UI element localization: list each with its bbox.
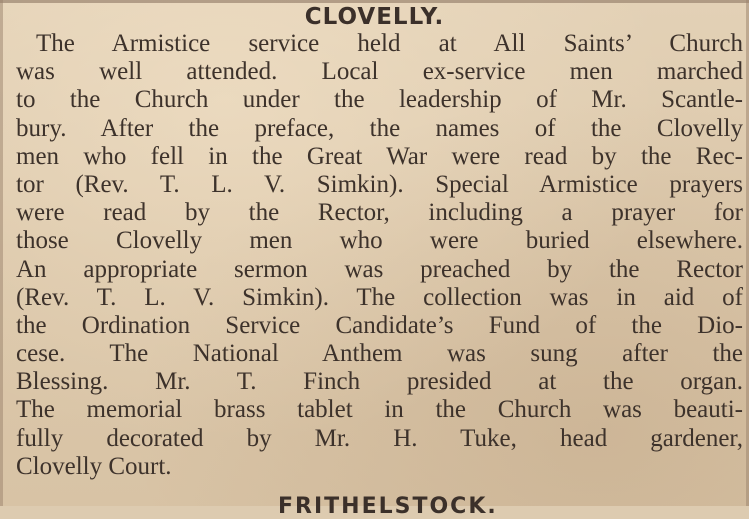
article-line: The memorial brass tablet in the Church was beauti-	[16, 396, 743, 424]
article-line: cese. The National Anthem was sung after the	[16, 340, 743, 368]
article-line: Blessing. Mr. T. Finch presided at the organ.	[16, 368, 743, 396]
article-line: fully decorated by Mr. H. Tuke, head gardener,	[16, 424, 743, 452]
article-line: The Armistice service held at All Saints’ Church	[36, 30, 743, 57]
article-line: were read by the Rector, including a prayer for	[16, 199, 743, 227]
article-body	[0, 30, 749, 481]
article-line: was well attended. Local ex-service men marched	[16, 58, 743, 86]
article-line: the Ordination Service Candidate’s Fund of the Dio-	[16, 311, 743, 339]
article-line: bury. After the preface, the names of the Clovelly	[16, 114, 743, 142]
next-article-headline: FRITHELSTOCK.	[278, 494, 498, 519]
article-line: tor (Rev. T. L. V. Simkin). Special Armistice prayers	[16, 170, 743, 198]
article-line: Clovelly Court.	[16, 452, 172, 480]
article-line: An appropriate sermon was preached by the Rector	[16, 255, 743, 283]
article-line: to the Church under the leadership of Mr. Scantle-	[16, 86, 743, 114]
article-line: those Clovelly men who were buried elsewhere.	[16, 227, 743, 255]
article-headline: CLOVELLY.	[304, 4, 445, 30]
article-line: men who fell in the Great War were read by the Rec-	[16, 142, 743, 170]
article-line: (Rev. T. L. V. Simkin). The collection was in aid of	[16, 283, 743, 311]
